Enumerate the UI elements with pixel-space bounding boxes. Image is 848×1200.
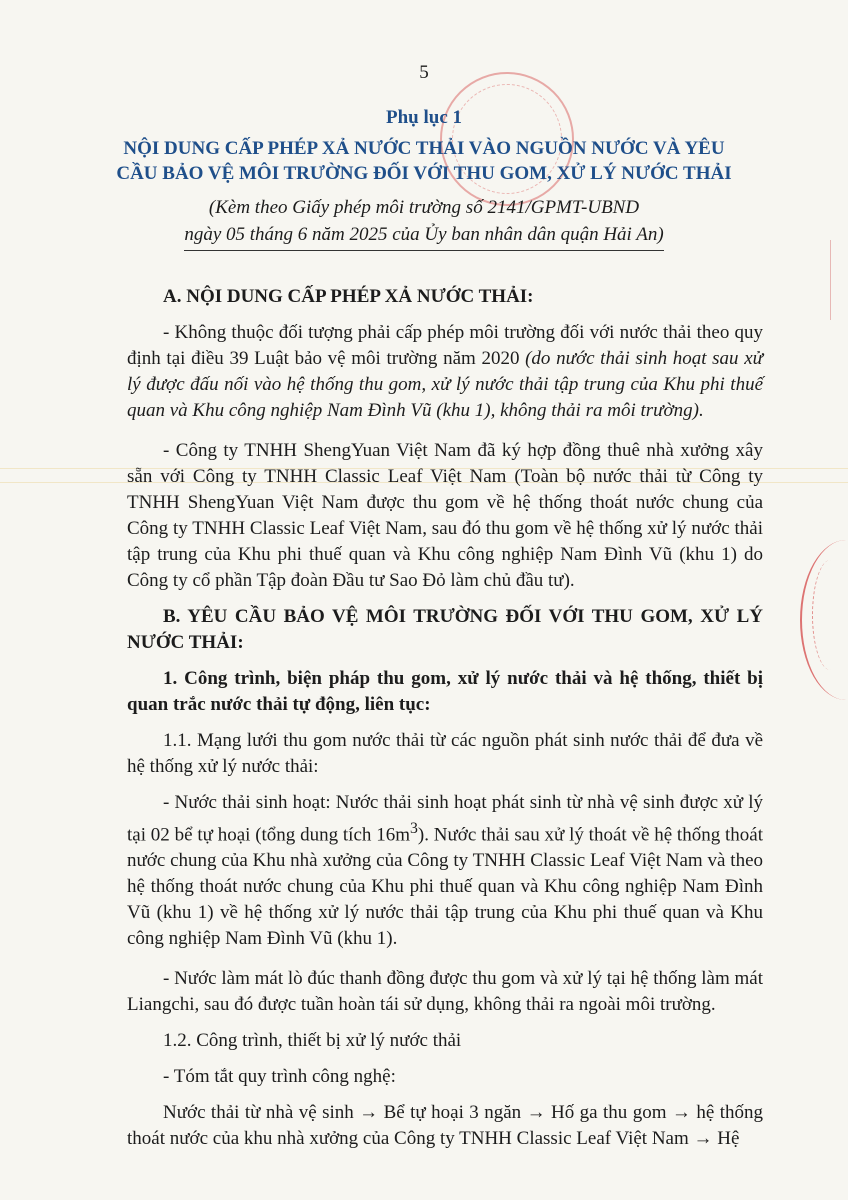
section-b-heading: B. YÊU CẦU BẢO VỆ MÔI TRƯỜNG ĐỐI VỚI THU GOM, XỬ LÝ NƯỚC THẢI:	[127, 606, 763, 653]
document-body	[127, 284, 763, 1152]
domestic-wastewater-paragraph	[127, 790, 763, 952]
attachment-note-line-1: (Kèm theo Giấy phép môi trường số 2141/GPMT-UBND	[208, 197, 640, 218]
section-a-heading: A. NỘI DUNG CẤP PHÉP XẢ NƯỚC THẢI:	[163, 286, 534, 307]
faint-stamp-mark	[830, 240, 848, 320]
subsection-1-2: 1.2. Công trình, thiết bị xử lý nước thải	[163, 1030, 462, 1052]
page-number: 5	[419, 62, 429, 83]
subsection-1-heading: 1. Công trình, biện pháp thu gom, xử lý nước thải và hệ thống, thiết bị quan trắc nước thải tự động, liên tục:	[127, 668, 763, 715]
subsection-1-1: 1.1. Mạng lưới thu gom nước thải từ các nguồn phát sinh nước thải để đưa về hệ thống xử lý nước thải:	[127, 730, 763, 777]
process-flow-text: Nước thải từ nhà vệ sinh → Bể tự hoại 3 ngăn → Hố ga thu gom → hệ thống thoát nước của khu nhà xưởng của Công ty TNHH Classic Leaf Việt Nam → Hệ	[127, 1102, 763, 1150]
cooling-water-paragraph: - Nước làm mát lò đúc thanh đồng được thu gom và xử lý tại hệ thống làm mát Liangchi, sau đó được tuần hoàn tái sử dụng, không thải ra ngoài môi trường.	[127, 968, 763, 1016]
red-seal-stamp-edge-inner	[812, 560, 848, 670]
section-a-paragraph-2: - Công ty TNHH ShengYuan Việt Nam đã ký hợp đồng thuê nhà xưởng xây sẵn với Công ty TNHH Classic Leaf Việt Nam (Toàn bộ nước thải từ Công ty TNHH ShengYuan Việt Nam được thu gom về hệ thống thoát nước chung của Công ty TNHH Classic Leaf Việt Nam, sau đó thu gom về hệ thống xử lý nước thải tập trung của Khu phi thuế quan và Khu công nghiệp Nam Đình Vũ (khu 1) do Công ty cổ phần Tập đoàn Đầu tư Sao Đỏ làm chủ đầu tư).	[127, 440, 763, 591]
attachment-note-line-2: ngày 05 tháng 6 năm 2025 của Ủy ban nhân dân quận Hải An)	[184, 221, 663, 251]
process-summary-label: - Tóm tắt quy trình công nghệ:	[163, 1066, 396, 1088]
attachment-note	[60, 194, 788, 251]
main-title-line-1: NỘI DUNG CẤP PHÉP XẢ NƯỚC THẢI VÀO NGUỒN NƯỚC VÀ YÊU	[123, 138, 725, 159]
section-a-paragraph-1	[127, 320, 763, 424]
superscript: 3	[409, 820, 418, 837]
paragraph-text: ). Nước thải sau xử lý thoát về hệ thống thoát nước chung của Khu nhà xưởng của Công ty TNHH Classic Leaf Việt Nam và theo hệ thống thoát nước chung của Khu phi thuế quan và Khu công nghiệp Nam Đình Vũ (khu 1) về hệ thống xử lý nước thải tập trung của Khu phi thuế quan và Khu công nghiệp Nam Đình Vũ (khu 1).	[127, 824, 763, 950]
document-header	[60, 106, 788, 251]
paragraph-italic-note: (do nước thải sinh hoạt sau xử lý được đấu nối vào hệ thống thu gom, xử lý nước thải tập trung của Khu phi thuế quan và Khu công nghiệp Nam Đình Vũ (khu 1), không thải ra môi trường).	[127, 348, 764, 421]
appendix-title: Phụ lục 1	[385, 107, 463, 128]
paragraph-text: - Không thuộc đối tượng phải cấp phép môi trường đối với nước thải theo quy định tại điều 39 Luật bảo vệ môi trường năm 2020	[127, 322, 763, 369]
main-title-line-2: CẦU BẢO VỆ MÔI TRƯỜNG ĐỐI VỚI THU GOM, XỬ LÝ NƯỚC THẢI	[116, 163, 732, 184]
paragraph-text: - Nước thải sinh hoạt: Nước thải sinh hoạt phát sinh từ nhà vệ sinh được xử lý tại 02 bể tự hoại (tổng dung tích 16m	[127, 792, 763, 846]
main-title	[60, 136, 788, 186]
